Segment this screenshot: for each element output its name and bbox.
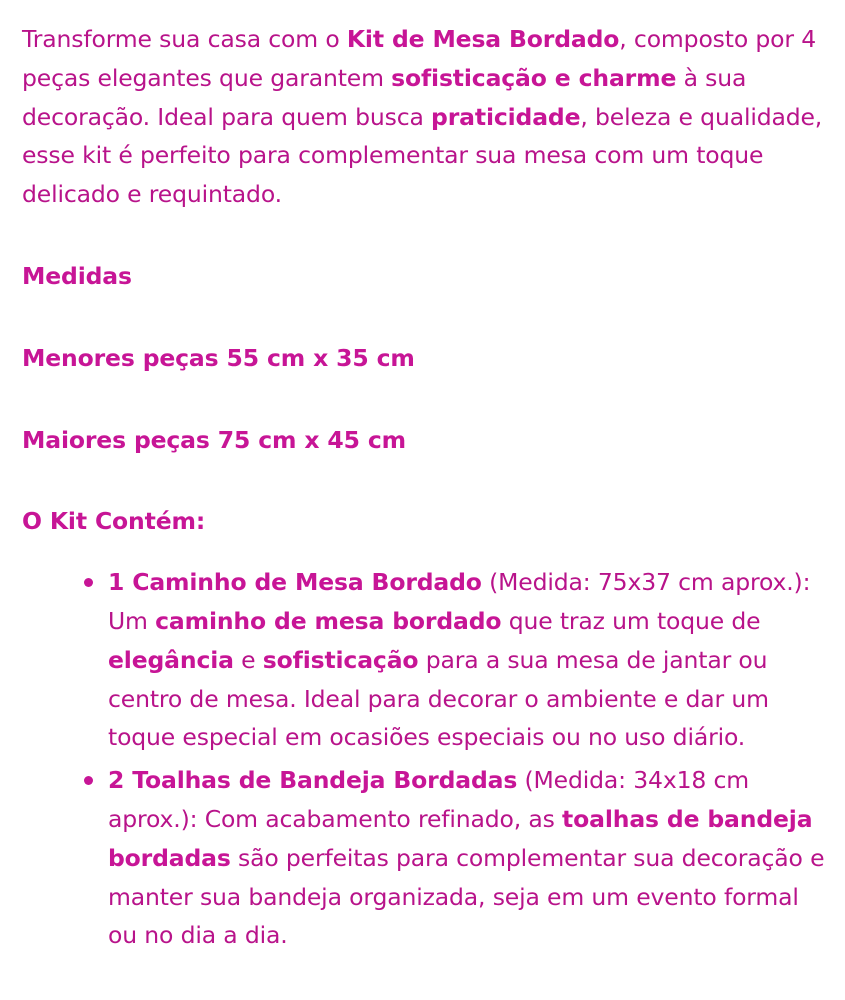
item-title: 1 Caminho de Mesa Bordado <box>108 568 482 597</box>
intro-text: , beleza e qualidade, esse kit é perfeito para complementar sua mesa com um toque delicado e requintado. <box>22 102 823 209</box>
item-text: (Medida: 75x37 cm aprox.): Um <box>108 568 811 635</box>
item-text: são perfeitas para complementar sua decoração e manter sua bandeja organizada, seja em um evento formal ou no dia a dia. <box>108 843 825 950</box>
list-item <box>108 563 832 757</box>
item-bold: caminho de mesa bordado <box>155 606 502 635</box>
intro-text: Transforme sua casa com o <box>22 25 347 53</box>
heading-kit-contem: O Kit Contém: <box>22 507 206 536</box>
item-bold: elegância <box>108 645 234 674</box>
heading-medidas: Medidas <box>22 261 132 290</box>
item-bold: toalhas de bandeja bordadas <box>108 804 813 872</box>
intro-bold-sofisticacao: sofisticação e charme <box>391 63 677 92</box>
list-item <box>108 761 832 955</box>
intro-bold-kit-name: Kit de Mesa Bordado <box>346 25 620 53</box>
item-text: que traz um toque de <box>501 606 761 635</box>
heading-menores-pecas: Menores peças 55 cm x 35 cm <box>22 343 415 372</box>
product-description <box>22 20 832 959</box>
item-title: 2 Toalhas de Bandeja Bordadas <box>108 766 518 795</box>
intro-bold-praticidade: praticidade <box>431 102 581 131</box>
item-text: e <box>233 645 263 674</box>
item-text: para a sua mesa de jantar ou centro de mesa. Ideal para decorar o ambiente e dar um toque especial em ocasiões especiais ou no uso diário. <box>108 645 769 752</box>
kit-items-list <box>22 563 832 955</box>
item-bold: sofisticação <box>262 645 419 674</box>
heading-maiores-pecas: Maiores peças 75 cm x 45 cm <box>22 425 406 454</box>
intro-text: à sua decoração. Ideal para quem busca <box>22 63 747 131</box>
intro-paragraph <box>22 20 832 214</box>
intro-text: , composto por 4 peças elegantes que garantem <box>22 25 817 92</box>
item-text: (Medida: 34x18 cm aprox.): Com acabamento refinado, as <box>108 766 750 833</box>
